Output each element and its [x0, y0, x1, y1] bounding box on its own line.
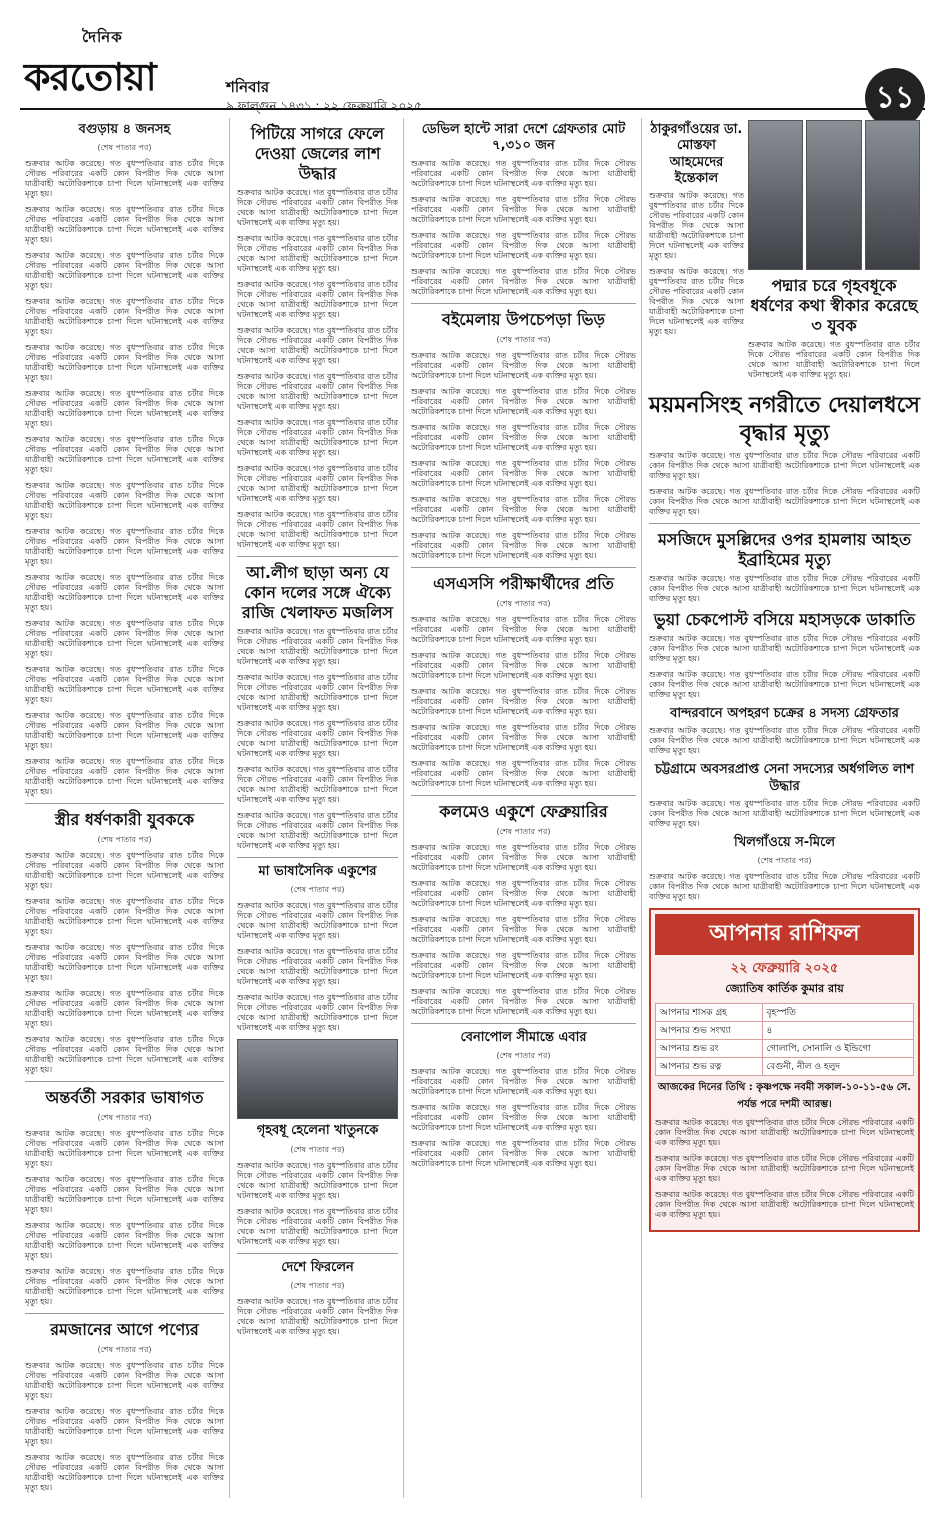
article-text: শুক্রবার আটক করেছে। গত বুধস্পতিবার রাত চর্টার দিকে সৌরভ পরিবারের একটি কোন বিপরীত দিক থেকে আসা যাত্রীবাহী অটোরিকশাকে চাপা দিলে ঘটনাস্থলেই এক ব্যক্তির মৃত্যু হয়। — [649, 267, 744, 336]
article-text: শুক্রবার আটক করেছে। গত বুধস্পতিবার রাত চর্টার দিকে সৌরভ পরিবারের একটি কোন বিপরীত দিক থেকে আসা যাত্রীবাহী অটোরিকশাকে চাপা দিলে ঘটনাস্থলেই এক ব্যক্তির মৃত্যু হয়। — [25, 481, 224, 521]
continued-headline: খিলগাঁওয়ে স-মিলে — [733, 834, 836, 850]
continued-headline: বগুড়ায় ৪ জনসহ — [78, 122, 171, 137]
article-text: শুক্রবার আটক করেছে। গত বুধস্পতিবার রাত চর্টার দিকে সৌরভ পরিবারের একটি কোন বিপরীত দিক থেকে আসা যাত্রীবাহী অটোরিকশাকে চাপা দিলে ঘটনাস্থলেই এক ব্যক্তির মৃত্যু হয়। — [25, 1221, 224, 1261]
article-text: শুক্রবার আটক করেছে। গত বুধস্পতিবার রাত চর্টার দিকে সৌরভ পরিবারের একটি কোন বিপরীত দিক থেকে আসা যাত্রীবাহী অটোরিকশাকে চাপা দিলে ঘটনাস্থলেই এক ব্যক্তির মৃত্যু হয়। — [237, 510, 398, 549]
article-text: শুক্রবার আটক করেছে। গত বুধস্পতিবার রাত চর্টার দিকে সৌরভ পরিবারের একটি কোন বিপরীত দিক থেকে আসা যাত্রীবাহী অটোরিকশাকে চাপা দিলে ঘটনাস্থলেই এক ব্যক্তির মৃত্যু হয়। — [649, 872, 920, 901]
divider — [237, 1253, 398, 1254]
article-text: শুক্রবার আটক করেছে। গত বুধস্পতিবার রাত চর্টার দিকে সৌরভ পরিবারের একটি কোন বিপরীত দিক থেকে আসা যাত্রীবাহী অটোরিকশাকে চাপা দিলে ঘটনাস্থলেই এক ব্যক্তির মৃত্যু হয়। — [649, 670, 920, 699]
article-text: শুক্রবার আটক করেছে। গত বুধস্পতিবার রাত চর্টার দিকে সৌরভ পরিবারের একটি কোন বিপরীত দিক থেকে আসা যাত্রীবাহী অটোরিকশাকে চাপা দিলে ঘটনাস্থলেই এক ব্যক্তির মৃত্যু হয়। — [649, 487, 920, 516]
article-text: শুক্রবার আটক করেছে। গত বুধস্পতিবার রাত চর্টার দিকে সৌরভ পরিবারের একটি কোন বিপরীত দিক থেকে আসা যাত্রীবাহী অটোরিকশাকে চাপা দিলে ঘটনাস্থলেই এক ব্যক্তির মৃত্যু হয়। — [237, 326, 398, 365]
article-text: শুক্রবার আটক করেছে। গত বুধস্পতিবার রাত চর্টার দিকে সৌরভ পরিবারের একটি কোন বিপরীত দিক থেকে আসা যাত্রীবাহী অটোরিকশাকে চাপা দিলে ঘটনাস্থলেই এক ব্যক্তির মৃত্যু হয়। — [237, 811, 398, 850]
article-text: শুক্রবার আটক করেছে। গত বুধস্পতিবার রাত চর্টার দিকে সৌরভ পরিবারের একটি কোন বিপরীত দিক থেকে আসা যাত্রীবাহী অটোরিকশাকে চাপা দিলে ঘটনাস্থলেই এক ব্যক্তির মৃত্যু হয়। — [237, 765, 398, 804]
continued-headline: রমজানের আগে পণ্যের — [50, 1320, 199, 1340]
divider — [411, 303, 636, 304]
article-text: শুক্রবার আটক করেছে। গত বুধস্পতিবার রাত চর্টার দিকে সৌরভ পরিবারের একটি কোন বিপরীত দিক থেকে আসা যাত্রীবাহী অটোরিকশাকে চাপা দিলে ঘটনাস্থলেই এক ব্যক্তির মৃত্যু হয়। — [237, 372, 398, 411]
continued-note: (শেষ পাতার পর) — [290, 885, 345, 895]
article-text: শুক্রবার আটক করেছে। গত বুধস্পতিবার রাত চর্টার দিকে সৌরভ পরিবারের একটি কোন বিপরীত দিক থেকে আসা যাত্রীবাহী অটোরিকশাকে চাপা দিলে ঘটনাস্থলেই এক ব্যক্তির মৃত্যু হয়। — [237, 234, 398, 273]
article-text: শুক্রবার আটক করেছে। গত বুধস্পতিবার রাত চর্টার দিকে সৌরভ পরিবারের একটি কোন বিপরীত দিক থেকে আসা যাত্রীবাহী অটোরিকশাকে চাপা দিলে ঘটনাস্থলেই এক ব্যক্তির মৃত্যু হয়। — [649, 634, 920, 663]
article-text: শুক্রবার আটক করেছে। গত বুধস্পতিবার রাত চর্টার দিকে সৌরভ পরিবারের একটি কোন বিপরীত দিক থেকে আসা যাত্রীবাহী অটোরিকশাকে চাপা দিলে ঘটনাস্থলেই এক ব্যক্তির মৃত্যু হয়। — [25, 297, 224, 337]
article-text: শুক্রবার আটক করেছে। গত বুধস্পতিবার রাত চর্টার দিকে সৌরভ পরিবারের একটি কোন বিপরীত দিক থেকে আসা যাত্রীবাহী অটোরিকশাকে চাপা দিলে ঘটনাস্থলেই এক ব্যক্তির মৃত্যু হয়। — [237, 627, 398, 666]
horoscope-table — [655, 1003, 914, 1076]
headline: ডেভিল হান্টে সারা দেশে গ্রেফতার মোট ৭,৩১০ জন — [421, 122, 626, 154]
continued-note: (শেষ পাতার পর) — [290, 1280, 345, 1290]
article-text: শুক্রবার আটক করেছে। গত বুধস্পতিবার রাত চর্টার দিকে সৌরভ পরিবারের একটি কোন বিপরীত দিক থেকে আসা যাত্রীবাহী অটোরিকশাকে চাপা দিলে ঘটনাস্থলেই এক ব্যক্তির মৃত্যু হয়। — [411, 842, 636, 872]
article-text: শুক্রবার আটক করেছে। গত বুধস্পতিবার রাত চর্টার দিকে সৌরভ পরিবারের একটি কোন বিপরীত দিক থেকে আসা যাত্রীবাহী অটোরিকশাকে চাপা দিলে ঘটনাস্থলেই এক ব্যক্তির মৃত্যু হয়। — [25, 757, 224, 797]
continued-note: (শেষ পাতার পর) — [496, 1050, 551, 1060]
row-label: আপনার শুভ সংখ্যা — [656, 1022, 763, 1040]
article-text: শুক্রবার আটক করেছে। গত বুধস্পতিবার রাত চর্টার দিকে সৌরভ পরিবারের একটি কোন বিপরীত দিক থেকে আসা যাত্রীবাহী অটোরিকশাকে চাপা দিলে ঘটনাস্থলেই এক ব্যক্তির মৃত্যু হয়। — [411, 986, 636, 1016]
article-text: শুক্রবার আটক করেছে। গত বুধস্পতিবার রাত চর্টার দিকে সৌরভ পরিবারের একটি কোন বিপরীত দিক থেকে আসা যাত্রীবাহী অটোরিকশাকে চাপা দিলে ঘটনাস্থলেই এক ব্যক্তির মৃত্যু হয়। — [237, 993, 398, 1033]
article-text: শুক্রবার আটক করেছে। গত বুধস্পতিবার রাত চর্টার দিকে সৌরভ পরিবারের একটি কোন বিপরীত দিক থেকে আসা যাত্রীবাহী অটোরিকশাকে চাপা দিলে ঘটনাস্থলেই এক ব্যক্তির মৃত্যু হয়। — [748, 340, 920, 379]
continued-headline: অন্তর্বর্তী সরকার ভাষাগত — [45, 1088, 204, 1108]
continued-headline: মা ভাষাসৈনিক একুশের — [258, 864, 377, 879]
article-text: শুক্রবার আটক করেছে। গত বুধস্পতিবার রাত চর্টার দিকে সৌরভ পরিবারের একটি কোন বিপরীত দিক থেকে আসা যাত্রীবাহী অটোরিকশাকে চাপা দিলে ঘটনাস্থলেই এক ব্যক্তির মৃত্যু হয়। — [411, 494, 636, 524]
news-photo — [806, 120, 861, 270]
row-label: আপনার শুভ রত্ন — [656, 1058, 763, 1076]
article-text: শুক্রবার আটক করেছে। গত বুধস্পতিবার রাত চর্টার দিকে সৌরভ পরিবারের একটি কোন বিপরীত দিক থেকে আসা যাত্রীবাহী অটোরিকশাকে চাপা দিলে ঘটনাস্থলেই এক ব্যক্তির মৃত্যু হয়। — [411, 422, 636, 452]
article-text: শুক্রবার আটক করেছে। গত বুধস্পতিবার রাত চর্টার দিকে সৌরভ পরিবারের একটি কোন বিপরীত দিক থেকে আসা যাত্রীবাহী অটোরিকশাকে চাপা দিলে ঘটনাস্থলেই এক ব্যক্তির মৃত্যু হয়। — [411, 350, 636, 380]
article-text: শুক্রবার আটক করেছে। গত বুধস্পতিবার রাত চর্টার দিকে সৌরভ পরিবারের একটি কোন বিপরীত দিক থেকে আসা যাত্রীবাহী অটোরিকশাকে চাপা দিলে ঘটনাস্থলেই এক ব্যক্তির মৃত্যু হয়। — [237, 947, 398, 987]
article-text: শুক্রবার আটক করেছে। গত বুধস্পতিবার রাত চর্টার দিকে সৌরভ পরিবারের একটি কোন বিপরীত দিক থেকে আসা যাত্রীবাহী অটোরিকশাকে চাপা দিলে ঘটনাস্থলেই এক ব্যক্তির মৃত্যু হয়। — [25, 159, 224, 199]
suspects-photo — [748, 120, 920, 270]
row-value: ৪ — [762, 1022, 913, 1040]
continued-note: (শেষ পাতার পর) — [97, 143, 152, 153]
row-value: বৃহস্পতি — [762, 1004, 913, 1022]
article-text: শুক্রবার আটক করেছে। গত বুধস্পতিবার রাত চর্টার দিকে সৌরভ পরিবারের একটি কোন বিপরীত দিক থেকে আসা যাত্রীবাহী অটোরিকশাকে চাপা দিলে ঘটনাস্থলেই এক ব্যক্তির মৃত্যু হয়। — [25, 711, 224, 751]
divider — [411, 1023, 636, 1024]
row-value: বেগুনী, নীল ও হলুদ — [762, 1058, 913, 1076]
article-text: শুক্রবার আটক করেছে। গত বুধস্পতিবার রাত চর্টার দিকে সৌরভ পরিবারের একটি কোন বিপরীত দিক থেকে আসা যাত্রীবাহী অটোরিকশাকে চাপা দিলে ঘটনাস্থলেই এক ব্যক্তির মৃত্যু হয়। — [25, 205, 224, 245]
article-text: শুক্রবার আটক করেছে। গত বুধস্পতিবার রাত চর্টার দিকে সৌরভ পরিবারের একটি কোন বিপরীত দিক থেকে আসা যাত্রীবাহী অটোরিকশাকে চাপা দিলে ঘটনাস্থলেই এক ব্যক্তির মৃত্যু হয়। — [237, 673, 398, 712]
divider — [25, 803, 224, 804]
article-text: শুক্রবার আটক করেছে। গত বুধস্পতিবার রাত চর্টার দিকে সৌরভ পরিবারের একটি কোন বিপরীত দিক থেকে আসা যাত্রীবাহী অটোরিকশাকে চাপা দিলে ঘটনাস্থলেই এক ব্যক্তির মৃত্যু হয়। — [237, 1296, 398, 1336]
article-text: শুক্রবার আটক করেছে। গত বুধস্পতিবার রাত চর্টার দিকে সৌরভ পরিবারের একটি কোন বিপরীত দিক থেকে আসা যাত্রীবাহী অটোরিকশাকে চাপা দিলে ঘটনাস্থলেই এক ব্যক্তির মৃত্যু হয়। — [25, 435, 224, 475]
article-text: শুক্রবার আটক করেছে। গত বুধস্পতিবার রাত চর্টার দিকে সৌরভ পরিবারের একটি কোন বিপরীত দিক থেকে আসা যাত্রীবাহী অটোরিকশাকে চাপা দিলে ঘটনাস্থলেই এক ব্যক্তির মৃত্যু হয়। — [25, 989, 224, 1029]
article-text: শুক্রবার আটক করেছে। গত বুধস্পতিবার রাত চর্টার দিকে সৌরভ পরিবারের একটি কোন বিপরীত দিক থেকে আসা যাত্রীবাহী অটোরিকশাকে চাপা দিলে ঘটনাস্থলেই এক ব্যক্তির মৃত্যু হয়। — [411, 230, 636, 260]
divider — [411, 567, 636, 568]
continued-note: (শেষ পাতার পর) — [496, 334, 551, 344]
column-1 — [20, 118, 230, 1498]
article-text: শুক্রবার আটক করেছে। গত বুধস্পতিবার রাত চর্টার দিকে সৌরভ পরিবারের একটি কোন বিপরীত দিক থেকে আসা যাত্রীবাহী অটোরিকশাকে চাপা দিলে ঘটনাস্থলেই এক ব্যক্তির মৃত্যু হয়। — [25, 897, 224, 937]
row-label: আপনার শুভ রং — [656, 1040, 763, 1058]
article-text: শুক্রবার আটক করেছে। গত বুধস্পতিবার রাত চর্টার দিকে সৌরভ পরিবারের একটি কোন বিপরীত দিক থেকে আসা যাত্রীবাহী অটোরিকশাকে চাপা দিলে ঘটনাস্থলেই এক ব্যক্তির মৃত্যু হয়। — [411, 530, 636, 560]
brand-logo: করতোয়া — [24, 54, 156, 99]
continued-note: (শেষ পাতার পর) — [290, 1144, 345, 1154]
continued-headline: গৃহবধূ হেলেনা খাতুনকে — [256, 1123, 379, 1139]
article-text: শুক্রবার আটক করেছে। গত বুধস্পতিবার রাত চর্টার দিকে সৌরভ পরিবারের একটি কোন বিপরীত দিক থেকে আসা যাত্রীবাহী অটোরিকশাকে চাপা দিলে ঘটনাস্থলেই এক ব্যক্তির মৃত্যু হয়। — [237, 901, 398, 941]
continued-note: (শেষ পাতার পর) — [97, 1345, 152, 1355]
table-row — [656, 1004, 914, 1022]
article-text: শুক্রবার আটক করেছে। গত বুধস্পতিবার রাত চর্টার দিকে সৌরভ পরিবারের একটি কোন বিপরীত দিক থেকে আসা যাত্রীবাহী অটোরিকশাকে চাপা দিলে ঘটনাস্থলেই এক ব্যক্তির মৃত্যু হয়। — [25, 389, 224, 429]
article-text: শুক্রবার আটক করেছে। গত বুধস্পতিবার রাত চর্টার দিকে সৌরভ পরিবারের একটি কোন বিপরীত দিক থেকে আসা যাত্রীবাহী অটোরিকশাকে চাপা দিলে ঘটনাস্থলেই এক ব্যক্তির মৃত্যু হয়। — [25, 1267, 224, 1307]
article-text: শুক্রবার আটক করেছে। গত বুধস্পতিবার রাত চর্টার দিকে সৌরভ পরিবারের একটি কোন বিপরীত দিক থেকে আসা যাত্রীবাহী অটোরিকশাকে চাপা দিলে ঘটনাস্থলেই এক ব্যক্তির মৃত্যু হয়। — [25, 619, 224, 659]
article-text: শুক্রবার আটক করেছে। গত বুধস্পতিবার রাত চর্টার দিকে সৌরভ পরিবারের একটি কোন বিপরীত দিক থেকে আসা যাত্রীবাহী অটোরিকশাকে চাপা দিলে ঘটনাস্থলেই এক ব্যক্তির মৃত্যু হয়। — [411, 650, 636, 680]
headline: আ.লীগ ছাড়া অন্য যে কোন দলের সঙ্গে ঐক্যে রাজি খেলাফত মজলিস — [241, 563, 393, 622]
horoscope-title: আপনার রাশিফল — [655, 914, 914, 955]
table-row — [656, 1022, 914, 1040]
horoscope-date: ২২ ফেব্রুয়ারি ২০২৫ — [730, 961, 839, 976]
continued-note: (শেষ পাতার পর) — [496, 598, 551, 608]
continued-headline: দেশে ফিরলেন — [281, 1259, 354, 1275]
day-name: শনিবার — [226, 78, 270, 96]
row-value: গোলাপি, সোনালি ও ইন্ডিগো — [762, 1040, 913, 1058]
news-photo — [748, 120, 803, 270]
article-text: শুক্রবার আটক করেছে। গত বুধস্পতিবার রাত চর্টার দিকে সৌরভ পরিবারের একটি কোন বিপরীত দিক থেকে আসা যাত্রীবাহী অটোরিকশাকে চাপা দিলে ঘটনাস্থলেই এক ব্যক্তির মৃত্যু হয়। — [25, 665, 224, 705]
article-text: শুক্রবার আটক করেছে। গত বুধস্পতিবার রাত চর্টার দিকে সৌরভ পরিবারের একটি কোন বিপরীত দিক থেকে আসা যাত্রীবাহী অটোরিকশাকে চাপা দিলে ঘটনাস্থলেই এক ব্যক্তির মৃত্যু হয়। — [237, 1160, 398, 1200]
news-photo — [237, 1039, 398, 1119]
headline: এসএসসি পরীক্ষার্থীদের প্রতি — [433, 573, 614, 593]
headline: কলমেও একুশে ফেব্রুয়ারির — [439, 801, 608, 821]
divider — [649, 523, 920, 524]
headline: পিটিয়ে সাগরে ফেলে দেওয়া জেলের লাশ উদ্ধার — [250, 124, 385, 183]
divider — [411, 795, 636, 796]
article-text: শুক্রবার আটক করেছে। গত বুধস্পতিবার রাত চর্টার দিকে সৌরভ পরিবারের একটি কোন বিপরীত দিক থেকে আসা যাত্রীবাহী অটোরিকশাকে চাপা দিলে ঘটনাস্থলেই এক ব্যক্তির মৃত্যু হয়। — [411, 1138, 636, 1168]
article-text: শুক্রবার আটক করেছে। গত বুধস্পতিবার রাত চর্টার দিকে সৌরভ পরিবারের একটি কোন বিপরীত দিক থেকে আসা যাত্রীবাহী অটোরিকশাকে চাপা দিলে ঘটনাস্থলেই এক ব্যক্তির মৃত্যু হয়। — [25, 1453, 224, 1493]
column-4 — [644, 118, 925, 1498]
continued-note: (শেষ পাতার পর) — [496, 826, 551, 836]
article-text: শুক্রবার আটক করেছে। গত বুধস্পতিবার রাত চর্টার দিকে সৌরভ পরিবারের একটি কোন বিপরীত দিক থেকে আসা যাত্রীবাহী অটোরিকশাকে চাপা দিলে ঘটনাস্থলেই এক ব্যক্তির মৃত্যু হয়। — [411, 1066, 636, 1096]
column-2 — [232, 118, 404, 1498]
headline: চট্টগ্রামে অবসরপ্রাপ্ত সেনা সদস্যের অর্ধগলিত লাশ উদ্ধার — [654, 762, 915, 794]
article-text: শুক্রবার আটক করেছে। গত বুধস্পতিবার রাত চর্টার দিকে সৌরভ পরিবারের একটি কোন বিপরীত দিক থেকে আসা যাত্রীবাহী অটোরিকশাকে চাপা দিলে ঘটনাস্থলেই এক ব্যক্তির মৃত্যু হয়। — [25, 251, 224, 291]
article-text: শুক্রবার আটক করেছে। গত বুধস্পতিবার রাত চর্টার দিকে সৌরভ পরিবারের একটি কোন বিপরীত দিক থেকে আসা যাত্রীবাহী অটোরিকশাকে চাপা দিলে ঘটনাস্থলেই এক ব্যক্তির মৃত্যু হয়। — [411, 386, 636, 416]
horoscope-text: শুক্রবার আটক করেছে। গত বুধস্পতিবার রাত চর্টার দিকে সৌরভ পরিবারের একটি কোন বিপরীত দিক থেকে আসা যাত্রীবাহী অটোরিকশাকে চাপা দিলে ঘটনাস্থলেই এক ব্যক্তির মৃত্যু হয়। — [655, 1118, 914, 1147]
article-text: শুক্রবার আটক করেছে। গত বুধস্পতিবার রাত চর্টার দিকে সৌরভ পরিবারের একটি কোন বিপরীত দিক থেকে আসা যাত্রীবাহী অটোরিকশাকে চাপা দিলে ঘটনাস্থলেই এক ব্যক্তির মৃত্যু হয়। — [25, 573, 224, 613]
lead-headline: পদ্মার চরে গৃহবধূকে ধর্ষণের কথা স্বীকার করেছে ৩ যুবক — [750, 276, 918, 335]
article-text: শুক্রবার আটক করেছে। গত বুধস্পতিবার রাত চর্টার দিকে সৌরভ পরিবারের একটি কোন বিপরীত দিক থেকে আসা যাত্রীবাহী অটোরিকশাকে চাপা দিলে ঘটনাস্থলেই এক ব্যক্তির মৃত্যু হয়। — [25, 527, 224, 567]
date-line: ৯ ফাল্গুন ১৪৩১ : ২২ ফেব্রুয়ারি ২০২৫ — [226, 99, 422, 113]
row-label: আপনার শাসক গ্রহ — [656, 1004, 763, 1022]
article-text: শুক্রবার আটক করেছে। গত বুধস্পতিবার রাত চর্টার দিকে সৌরভ পরিবারের একটি কোন বিপরীত দিক থেকে আসা যাত্রীবাহী অটোরিকশাকে চাপা দিলে ঘটনাস্থলেই এক ব্যক্তির মৃত্যু হয়। — [25, 1129, 224, 1169]
article-text: শুক্রবার আটক করেছে। গত বুধস্পতিবার রাত চর্টার দিকে সৌরভ পরিবারের একটি কোন বিপরীত দিক থেকে আসা যাত্রীবাহী অটোরিকশাকে চাপা দিলে ঘটনাস্থলেই এক ব্যক্তির মৃত্যু হয়। — [25, 1361, 224, 1401]
article-text: শুক্রবার আটক করেছে। গত বুধস্পতিবার রাত চর্টার দিকে সৌরভ পরিবারের একটি কোন বিপরীত দিক থেকে আসা যাত্রীবাহী অটোরিকশাকে চাপা দিলে ঘটনাস্থলেই এক ব্যক্তির মৃত্যু হয়। — [411, 1102, 636, 1132]
article-text: শুক্রবার আটক করেছে। গত বুধস্পতিবার রাত চর্টার দিকে সৌরভ পরিবারের একটি কোন বিপরীত দিক থেকে আসা যাত্রীবাহী অটোরিকশাকে চাপা দিলে ঘটনাস্থলেই এক ব্যক্তির মৃত্যু হয়। — [237, 280, 398, 319]
column-3 — [406, 118, 642, 1498]
article-text: শুক্রবার আটক করেছে। গত বুধস্পতিবার রাত চর্টার দিকে সৌরভ পরিবারের একটি কোন বিপরীত দিক থেকে আসা যাত্রীবাহী অটোরিকশাকে চাপা দিলে ঘটনাস্থলেই এক ব্যক্তির মৃত্যু হয়। — [237, 188, 398, 227]
article-text: শুক্রবার আটক করেছে। গত বুধস্পতিবার রাত চর্টার দিকে সৌরভ পরিবারের একটি কোন বিপরীত দিক থেকে আসা যাত্রীবাহী অটোরিকশাকে চাপা দিলে ঘটনাস্থলেই এক ব্যক্তির মৃত্যু হয়। — [411, 758, 636, 788]
article-text: শুক্রবার আটক করেছে। গত বুধস্পতিবার রাত চর্টার দিকে সৌরভ পরিবারের একটি কোন বিপরীত দিক থেকে আসা যাত্রীবাহী অটোরিকশাকে চাপা দিলে ঘটনাস্থলেই এক ব্যক্তির মৃত্যু হয়। — [411, 914, 636, 944]
today-tithi: আজকের দিনের তিথি : কৃষ্ণপক্ষে নবমী সকাল-১০-১১-৫৬ সে. পর্যন্ত পরে দশমী আরম্ভ। — [657, 1082, 912, 1110]
article-text: শুক্রবার আটক করেছে। গত বুধস্পতিবার রাত চর্টার দিকে সৌরভ পরিবারের একটি কোন বিপরীত দিক থেকে আসা যাত্রীবাহী অটোরিকশাকে চাপা দিলে ঘটনাস্থলেই এক ব্যক্তির মৃত্যু হয়। — [411, 458, 636, 488]
headline: বইমেলায় উপচেপড়া ভিড় — [442, 309, 605, 329]
continued-headline: স্ত্রীর ধর্ষণকারী যুবককে — [54, 810, 195, 830]
article-text: শুক্রবার আটক করেছে। গত বুধস্পতিবার রাত চর্টার দিকে সৌরভ পরিবারের একটি কোন বিপরীত দিক থেকে আসা যাত্রীবাহী অটোরিকশাকে চাপা দিলে ঘটনাস্থলেই এক ব্যক্তির মৃত্যু হয়। — [411, 686, 636, 716]
headline: ময়মনসিংহ নগরীতে দেয়ালধসে বৃদ্ধার মৃত্যু — [649, 393, 920, 446]
article-text: শুক্রবার আটক করেছে। গত বুধস্পতিবার রাত চর্টার দিকে সৌরভ পরিবারের একটি কোন বিপরীত দিক থেকে আসা যাত্রীবাহী অটোরিকশাকে চাপা দিলে ঘটনাস্থলেই এক ব্যক্তির মৃত্যু হয়। — [237, 719, 398, 758]
brand-small: দৈনিক — [82, 28, 123, 46]
article-text: শুক্রবার আটক করেছে। গত বুধস্পতিবার রাত চর্টার দিকে সৌরভ পরিবারের একটি কোন বিপরীত দিক থেকে আসা যাত্রীবাহী অটোরিকশাকে চাপা দিলে ঘটনাস্থলেই এক ব্যক্তির মৃত্যু হয়। — [649, 191, 744, 260]
article-text: শুক্রবার আটক করেছে। গত বুধস্পতিবার রাত চর্টার দিকে সৌরভ পরিবারের একটি কোন বিপরীত দিক থেকে আসা যাত্রীবাহী অটোরিকশাকে চাপা দিলে ঘটনাস্থলেই এক ব্যক্তির মৃত্যু হয়। — [25, 851, 224, 891]
divider — [237, 556, 398, 557]
article-text: শুক্রবার আটক করেছে। গত বুধস্পতিবার রাত চর্টার দিকে সৌরভ পরিবারের একটি কোন বিপরীত দিক থেকে আসা যাত্রীবাহী অটোরিকশাকে চাপা দিলে ঘটনাস্থলেই এক ব্যক্তির মৃত্যু হয়। — [411, 158, 636, 188]
article-text: শুক্রবার আটক করেছে। গত বুধস্পতিবার রাত চর্টার দিকে সৌরভ পরিবারের একটি কোন বিপরীত দিক থেকে আসা যাত্রীবাহী অটোরিকশাকে চাপা দিলে ঘটনাস্থলেই এক ব্যক্তির মৃত্যু হয়। — [237, 1206, 398, 1246]
headline: মসজিদে মুসল্লিদের ওপর হামলায় আহত ইব্রাহিমের মৃত্যু — [658, 530, 911, 569]
headline: বান্দরবানে অপহরণ চক্রের ৪ সদস্য গ্রেফতার — [670, 706, 899, 721]
article-text: শুক্রবার আটক করেছে। গত বুধস্পতিবার রাত চর্টার দিকে সৌরভ পরিবারের একটি কোন বিপরীত দিক থেকে আসা যাত্রীবাহী অটোরিকশাকে চাপা দিলে ঘটনাস্থলেই এক ব্যক্তির মৃত্যু হয়। — [411, 266, 636, 296]
article-text: শুক্রবার আটক করেছে। গত বুধস্পতিবার রাত চর্টার দিকে সৌরভ পরিবারের একটি কোন বিপরীত দিক থেকে আসা যাত্রীবাহী অটোরিকশাকে চাপা দিলে ঘটনাস্থলেই এক ব্যক্তির মৃত্যু হয়। — [649, 574, 920, 603]
masthead — [20, 10, 925, 115]
article-text: শুক্রবার আটক করেছে। গত বুধস্পতিবার রাত চর্টার দিকে সৌরভ পরিবারের একটি কোন বিপরীত দিক থেকে আসা যাত্রীবাহী অটোরিকশাকে চাপা দিলে ঘটনাস্থলেই এক ব্যক্তির মৃত্যু হয়। — [25, 343, 224, 383]
table-row — [656, 1040, 914, 1058]
horoscope-text: শুক্রবার আটক করেছে। গত বুধস্পতিবার রাত চর্টার দিকে সৌরভ পরিবারের একটি কোন বিপরীত দিক থেকে আসা যাত্রীবাহী অটোরিকশাকে চাপা দিলে ঘটনাস্থলেই এক ব্যক্তির মৃত্যু হয়। — [655, 1154, 914, 1183]
continued-note: (শেষ পাতার পর) — [97, 1113, 152, 1123]
headline: ঠাকুরগাঁওয়ের ডা. মোস্তফা আহমেদের ইন্তেকাল — [650, 122, 743, 186]
article-text: শুক্রবার আটক করেছে। গত বুধস্পতিবার রাত চর্টার দিকে সৌরভ পরিবারের একটি কোন বিপরীত দিক থেকে আসা যাত্রীবাহী অটোরিকশাকে চাপা দিলে ঘটনাস্থলেই এক ব্যক্তির মৃত্যু হয়। — [649, 798, 920, 828]
article-text: শুক্রবার আটক করেছে। গত বুধস্পতিবার রাত চর্টার দিকে সৌরভ পরিবারের একটি কোন বিপরীত দিক থেকে আসা যাত্রীবাহী অটোরিকশাকে চাপা দিলে ঘটনাস্থলেই এক ব্যক্তির মৃত্যু হয়। — [411, 950, 636, 980]
article-text: শুক্রবার আটক করেছে। গত বুধস্পতিবার রাত চর্টার দিকে সৌরভ পরিবারের একটি কোন বিপরীত দিক থেকে আসা যাত্রীবাহী অটোরিকশাকে চাপা দিলে ঘটনাস্থলেই এক ব্যক্তির মৃত্যু হয়। — [25, 943, 224, 983]
headline: ভুয়া চেকপোস্ট বসিয়ে মহাসড়কে ডাকাতি — [653, 610, 916, 629]
article-text: শুক্রবার আটক করেছে। গত বুধস্পতিবার রাত চর্টার দিকে সৌরভ পরিবারের একটি কোন বিপরীত দিক থেকে আসা যাত্রীবাহী অটোরিকশাকে চাপা দিলে ঘটনাস্থলেই এক ব্যক্তির মৃত্যু হয়। — [411, 194, 636, 224]
article-text: শুক্রবার আটক করেছে। গত বুধস্পতিবার রাত চর্টার দিকে সৌরভ পরিবারের একটি কোন বিপরীত দিক থেকে আসা যাত্রীবাহী অটোরিকশাকে চাপা দিলে ঘটনাস্থলেই এক ব্যক্তির মৃত্যু হয়। — [25, 1035, 224, 1075]
article-text: শুক্রবার আটক করেছে। গত বুধস্পতিবার রাত চর্টার দিকে সৌরভ পরিবারের একটি কোন বিপরীত দিক থেকে আসা যাত্রীবাহী অটোরিকশাকে চাপা দিলে ঘটনাস্থলেই এক ব্যক্তির মৃত্যু হয়। — [411, 722, 636, 752]
article-text: শুক্রবার আটক করেছে। গত বুধস্পতিবার রাত চর্টার দিকে সৌরভ পরিবারের একটি কোন বিপরীত দিক থেকে আসা যাত্রীবাহী অটোরিকশাকে চাপা দিলে ঘটনাস্থলেই এক ব্যক্তির মৃত্যু হয়। — [649, 726, 920, 756]
article-text: শুক্রবার আটক করেছে। গত বুধস্পতিবার রাত চর্টার দিকে সৌরভ পরিবারের একটি কোন বিপরীত দিক থেকে আসা যাত্রীবাহী অটোরিকশাকে চাপা দিলে ঘটনাস্থলেই এক ব্যক্তির মৃত্যু হয়। — [411, 614, 636, 644]
horoscope-author: জ্যোতিষ কার্তিক কুমার রায় — [725, 982, 844, 995]
article-text: শুক্রবার আটক করেছে। গত বুধস্পতিবার রাত চর্টার দিকে সৌরভ পরিবারের একটি কোন বিপরীত দিক থেকে আসা যাত্রীবাহী অটোরিকশাকে চাপা দিলে ঘটনাস্থলেই এক ব্যক্তির মৃত্যু হয়। — [649, 451, 920, 480]
divider — [25, 1313, 224, 1314]
divider — [25, 1081, 224, 1082]
article-text: শুক্রবার আটক করেছে। গত বুধস্পতিবার রাত চর্টার দিকে সৌরভ পরিবারের একটি কোন বিপরীত দিক থেকে আসা যাত্রীবাহী অটোরিকশাকে চাপা দিলে ঘটনাস্থলেই এক ব্যক্তির মৃত্যু হয়। — [237, 418, 398, 457]
divider — [237, 857, 398, 858]
continued-note: (শেষ পাতার পর) — [757, 856, 812, 865]
continued-note: (শেষ পাতার পর) — [97, 835, 152, 845]
horoscope-box — [649, 908, 920, 1232]
news-photo — [865, 120, 920, 270]
article-text: শুক্রবার আটক করেছে। গত বুধস্পতিবার রাত চর্টার দিকে সৌরভ পরিবারের একটি কোন বিপরীত দিক থেকে আসা যাত্রীবাহী অটোরিকশাকে চাপা দিলে ঘটনাস্থলেই এক ব্যক্তির মৃত্যু হয়। — [411, 878, 636, 908]
table-row — [656, 1058, 914, 1076]
article-text: শুক্রবার আটক করেছে। গত বুধস্পতিবার রাত চর্টার দিকে সৌরভ পরিবারের একটি কোন বিপরীত দিক থেকে আসা যাত্রীবাহী অটোরিকশাকে চাপা দিলে ঘটনাস্থলেই এক ব্যক্তির মৃত্যু হয়। — [237, 464, 398, 503]
headline: বেনাপোল সীমান্তে এবার — [460, 1029, 587, 1045]
article-text: শুক্রবার আটক করেছে। গত বুধস্পতিবার রাত চর্টার দিকে সৌরভ পরিবারের একটি কোন বিপরীত দিক থেকে আসা যাত্রীবাহী অটোরিকশাকে চাপা দিলে ঘটনাস্থলেই এক ব্যক্তির মৃত্যু হয়। — [25, 1407, 224, 1447]
page-number: ১১ — [865, 68, 925, 128]
article-text: শুক্রবার আটক করেছে। গত বুধস্পতিবার রাত চর্টার দিকে সৌরভ পরিবারের একটি কোন বিপরীত দিক থেকে আসা যাত্রীবাহী অটোরিকশাকে চাপা দিলে ঘটনাস্থলেই এক ব্যক্তির মৃত্যু হয়। — [25, 1175, 224, 1215]
horoscope-text: শুক্রবার আটক করেছে। গত বুধস্পতিবার রাত চর্টার দিকে সৌরভ পরিবারের একটি কোন বিপরীত দিক থেকে আসা যাত্রীবাহী অটোরিকশাকে চাপা দিলে ঘটনাস্থলেই এক ব্যক্তির মৃত্যু হয়। — [655, 1190, 914, 1219]
